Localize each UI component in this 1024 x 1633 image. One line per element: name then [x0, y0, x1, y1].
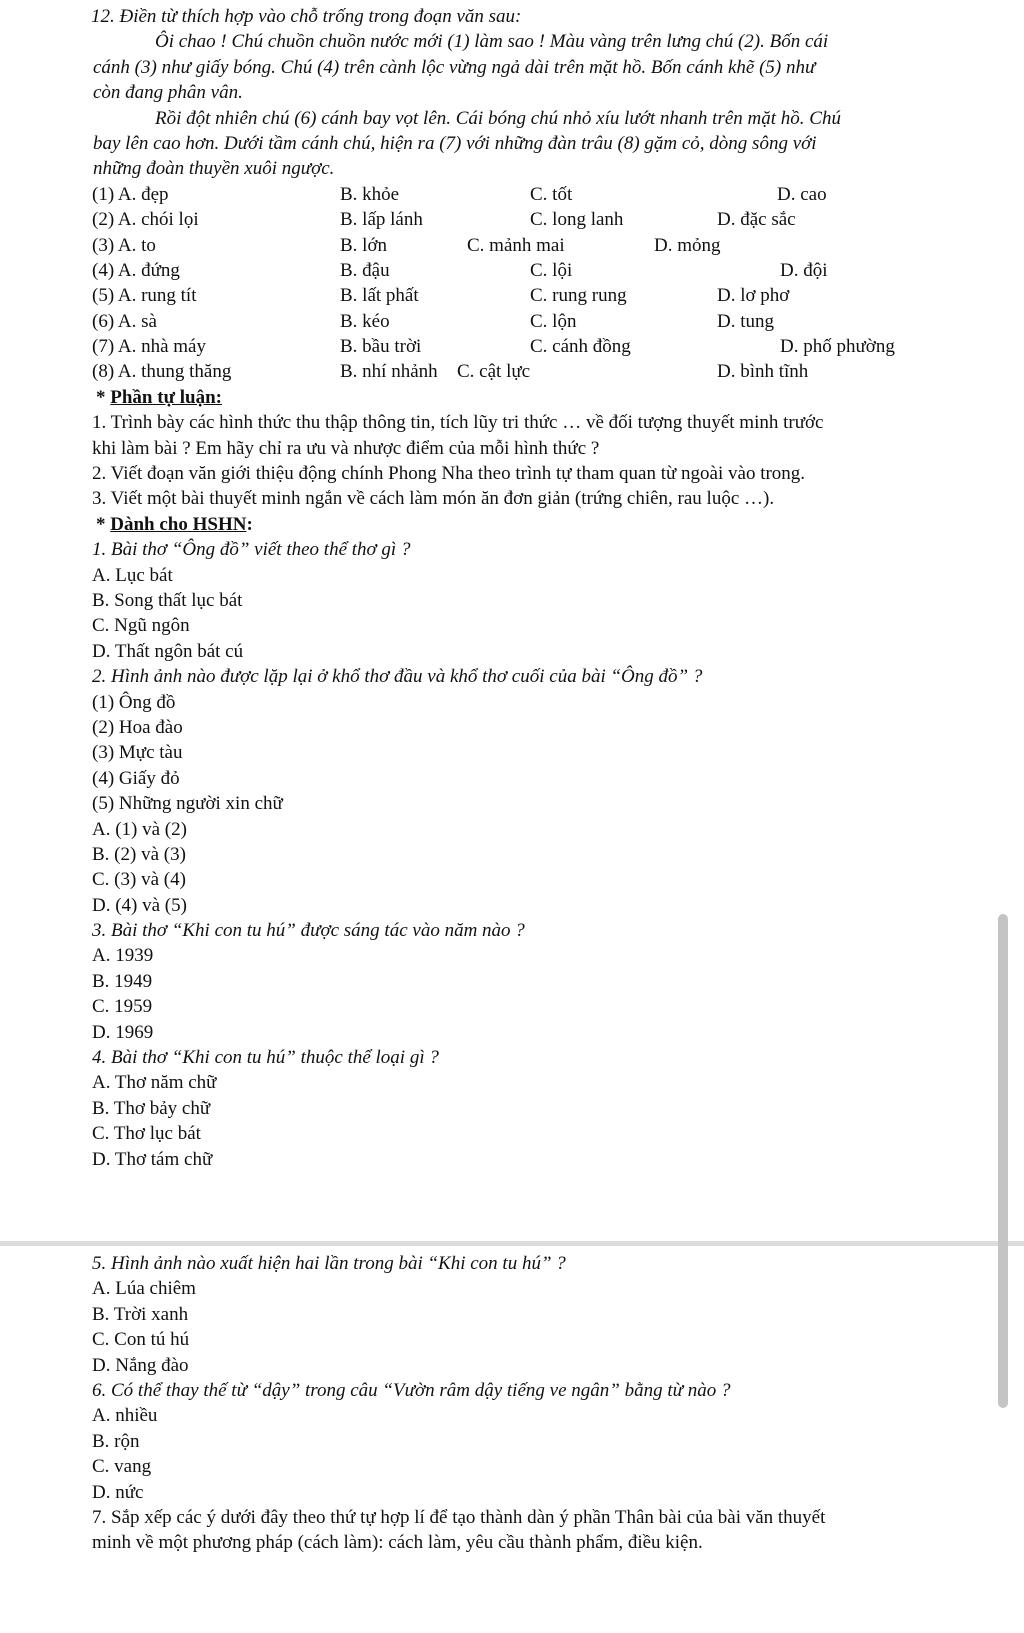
image-item: (4) Giấy đỏ — [92, 767, 180, 789]
hshn-q1: 1. Bài thơ “Ông đồ” viết theo thể thơ gì ? — [92, 539, 411, 561]
image-item: (5) Những người xin chữ — [92, 793, 283, 815]
hshn-heading: * Dành cho HSHN: — [96, 513, 253, 535]
hshn-q7-line1: 7. Sắp xếp các ý dưới đây theo thứ tự hợp lí để tạo thành dàn ý phần Thân bài của bài văn thuyết — [92, 1506, 826, 1528]
option-b: B. bầu trời — [340, 336, 422, 358]
option-b: B. đậu — [340, 259, 390, 281]
answer-option: B. Trời xanh — [92, 1303, 189, 1325]
page-separator — [0, 1241, 1024, 1246]
answer-option: B. 1949 — [92, 970, 153, 992]
essay-q1-line1: 1. Trình bày các hình thức thu thập thông tin, tích lũy tri thức … về đối tượng thuyết minh trước — [92, 412, 824, 434]
option-d: D. đặc sắc — [717, 209, 796, 231]
answer-option: D. 1969 — [92, 1021, 154, 1043]
answer-option: A. Lục bát — [92, 564, 173, 586]
q12-para1-line1: Ôi chao ! Chú chuồn chuồn nước mới (1) làm sao ! Màu vàng trên lưng chú (2). Bốn cái — [155, 31, 829, 53]
hshn-q5: 5. Hình ảnh nào xuất hiện hai lần trong bài “Khi con tu hú” ? — [92, 1253, 566, 1274]
option-b: B. lớn — [340, 234, 387, 256]
answer-option: C. (3) và (4) — [92, 869, 186, 891]
option-d: D. mỏng — [654, 234, 721, 256]
option-row — [0, 258, 1024, 283]
answer-option: D. Nắng đào — [92, 1354, 189, 1376]
answer-option: A. nhiều — [92, 1405, 158, 1427]
hshn-q6: 6. Có thể thay thế từ “dậy” trong câu “Vườn râm dậy tiếng ve ngân” bằng từ nào ? — [92, 1379, 731, 1401]
option-row — [0, 334, 1024, 359]
answer-option: B. rộn — [92, 1430, 140, 1452]
option-b: B. nhí nhảnh — [340, 361, 438, 383]
option-a: (6) A. sà — [92, 310, 157, 332]
answer-option: C. vang — [92, 1456, 152, 1478]
option-b: B. kéo — [340, 310, 390, 332]
essay-heading: * Phần tự luận: — [96, 386, 222, 408]
option-row — [0, 309, 1024, 334]
option-b: B. lất phất — [340, 285, 419, 307]
option-row — [0, 207, 1024, 232]
hshn-q7-line2: minh về một phương pháp (cách làm): cách làm, yêu cầu thành phẩm, điều kiện. — [92, 1532, 703, 1554]
option-d: D. tung — [717, 310, 774, 332]
option-a: (3) A. to — [92, 234, 156, 256]
option-c: C. tốt — [530, 183, 573, 205]
option-a: (7) A. nhà máy — [92, 336, 206, 358]
hshn-q3: 3. Bài thơ “Khi con tu hú” được sáng tác vào năm nào ? — [92, 920, 525, 942]
essay-q3: 3. Viết một bài thuyết minh ngắn về cách làm món ăn đơn giản (trứng chiên, rau luộc …). — [92, 488, 775, 510]
answer-option: C. 1959 — [92, 996, 153, 1018]
q12-para2-line1: Rồi đột nhiên chú (6) cánh bay vọt lên. Cái bóng chú nhỏ xíu lướt nhanh trên mặt hồ. Chú — [155, 107, 841, 129]
answer-option: C. Thơ lục bát — [92, 1123, 201, 1145]
vertical-scrollbar[interactable] — [998, 914, 1008, 1408]
answer-option: D. Thơ tám chữ — [92, 1148, 213, 1170]
essay-q2: 2. Viết đoạn văn giới thiệu động chính Phong Nha theo trình tự tham quan từ ngoài vào trong. — [92, 463, 806, 485]
option-d: D. bình tĩnh — [717, 361, 809, 383]
answer-option: A. (1) và (2) — [92, 818, 187, 840]
answer-option: B. Song thất lục bát — [92, 589, 243, 611]
option-c: C. lộn — [530, 310, 577, 332]
image-item: (2) Hoa đào — [92, 716, 183, 738]
image-item: (1) Ông đồ — [92, 691, 176, 713]
q12-para2-line2: bay lên cao hơn. Dưới tầm cánh chú, hiện ra (7) với những đàn trâu (8) gặm cỏ, dòng sông với — [93, 132, 817, 154]
answer-option: B. (2) và (3) — [92, 843, 186, 865]
option-row — [0, 182, 1024, 207]
option-a: (1) A. đẹp — [92, 183, 169, 205]
option-row — [0, 359, 1024, 384]
answer-option: D. (4) và (5) — [92, 894, 187, 916]
option-a: (5) A. rung tít — [92, 285, 197, 307]
image-item: (3) Mực tàu — [92, 742, 183, 764]
answer-option: A. Lúa chiêm — [92, 1278, 196, 1300]
option-c: C. long lanh — [530, 209, 624, 231]
answer-option: D. nức — [92, 1481, 144, 1503]
answer-option: B. Thơ bảy chữ — [92, 1097, 211, 1119]
hshn-q4: 4. Bài thơ “Khi con tu hú” thuộc thể loại gì ? — [92, 1047, 439, 1069]
option-row — [0, 283, 1024, 308]
option-c: C. cật lực — [457, 361, 531, 383]
essay-q1-line2: khi làm bài ? Em hãy chỉ ra ưu và nhược điểm của mỗi hình thức ? — [92, 437, 600, 459]
answer-option: A. 1939 — [92, 945, 154, 967]
option-b: B. khỏe — [340, 183, 400, 205]
option-b: B. lấp lánh — [340, 209, 423, 231]
option-c: C. rung rung — [530, 285, 627, 307]
answer-option: A. Thơ năm chữ — [92, 1072, 217, 1094]
hshn-q2: 2. Hình ảnh nào được lặp lại ở khổ thơ đầu và khổ thơ cuối của bài “Ông đồ” ? — [92, 666, 703, 688]
option-c: C. mảnh mai — [467, 234, 565, 256]
option-c: C. lội — [530, 259, 573, 281]
q12-para2-line3: những đoàn thuyền xuôi ngược. — [93, 158, 335, 180]
option-d: D. phố phường — [780, 336, 895, 358]
option-d: D. cao — [777, 183, 827, 205]
document-page-2 — [0, 1251, 1024, 1556]
q12-para1-line3: còn đang phân vân. — [93, 82, 243, 104]
q12-para1-line2: cánh (3) như giấy bóng. Chú (4) trên cành lộc vừng ngả dài trên mặt hồ. Bốn cánh khẽ (5) như — [93, 56, 816, 78]
q12-title: 12. Điền từ thích hợp vào chỗ trống trong đoạn văn sau: — [91, 6, 522, 27]
option-row — [0, 233, 1024, 258]
option-c: C. cánh đồng — [530, 336, 631, 358]
option-d: D. lơ phơ — [717, 285, 790, 307]
option-a: (2) A. chói lọi — [92, 209, 199, 231]
option-d: D. đội — [780, 259, 828, 281]
option-a: (8) A. thung thăng — [92, 361, 232, 383]
option-a: (4) A. đứng — [92, 259, 180, 281]
answer-option: C. Ngũ ngôn — [92, 615, 190, 637]
answer-option: C. Con tú hú — [92, 1329, 190, 1351]
answer-option: D. Thất ngôn bát cú — [92, 640, 244, 662]
